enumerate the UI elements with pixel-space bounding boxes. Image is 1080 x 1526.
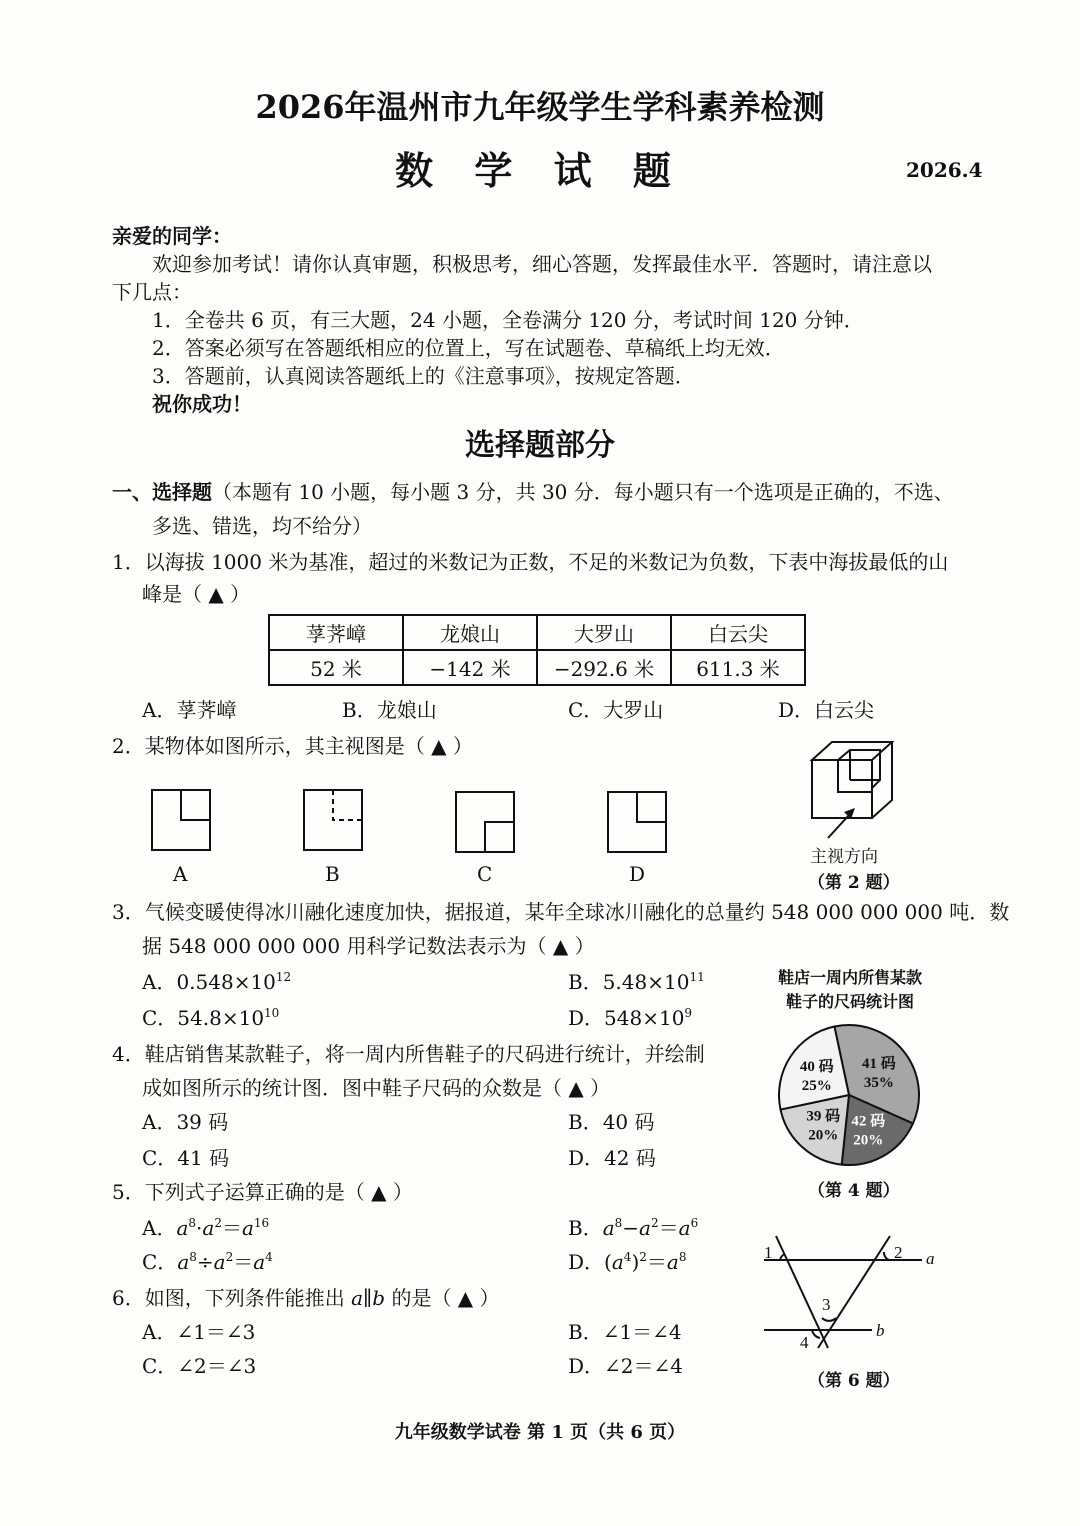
q2-solid-figure xyxy=(800,732,910,842)
pie-slice-percent-label: 35% xyxy=(863,1074,894,1091)
note-1: 1．全卷共 6 页，有三大题，24 小题，全卷满分 120 分，考试时间 120 分钟． xyxy=(152,308,864,332)
line-b-label: b xyxy=(876,1321,885,1340)
pie-slice-category-label: 42 码 xyxy=(851,1113,886,1130)
q5-c-prefix: C． xyxy=(142,1250,178,1274)
view-option-b[interactable] xyxy=(304,790,362,850)
part-desc-1: （本题有 10 小题，每小题 3 分，共 30 分．每小题只有一个选项是正确的，不选、 xyxy=(212,480,954,504)
q5-d-prefix: D． xyxy=(568,1250,605,1274)
q3-option-d[interactable] xyxy=(568,1004,692,1032)
q3-a-exp: 12 xyxy=(275,970,292,984)
pie-chart-title-line-2: 鞋子的尺码统计图 xyxy=(785,992,914,1011)
part-label: 一、选择题 xyxy=(112,480,212,504)
pie-chart-title-line-1: 鞋店一周内所售某款 xyxy=(777,968,922,987)
q1-option-d[interactable]: D．白云尖 xyxy=(778,698,875,722)
table-cell: −142 米 xyxy=(403,650,537,685)
subject-title: 数 学 试 题 xyxy=(395,148,685,193)
section-title: 选择题部分 xyxy=(465,428,615,463)
q6-option-b[interactable]: B．∠1＝∠4 xyxy=(568,1320,682,1344)
pie-slice-percent-label: 25% xyxy=(801,1078,832,1095)
greeting: 亲爱的同学： xyxy=(112,224,232,248)
q6-text-b: b xyxy=(372,1286,386,1310)
q4-option-c[interactable]: C．41 码 xyxy=(142,1146,230,1170)
q4-option-b[interactable]: B．40 码 xyxy=(568,1110,655,1134)
q2-options-figures xyxy=(140,780,680,860)
q6-text-pre: 6．如图，下列条件能推出 xyxy=(112,1286,352,1310)
view-direction-label: 主视方向 xyxy=(810,847,878,867)
q3-d-exp: 9 xyxy=(684,1006,693,1020)
view-option-c[interactable] xyxy=(456,792,514,852)
table-cell: −292.6 米 xyxy=(537,650,671,685)
q5-option-b[interactable]: B．$a^8-a^2=a^6$ xyxy=(568,1216,699,1240)
table-header-cell: 龙娘山 xyxy=(403,615,537,650)
view-option-a[interactable] xyxy=(152,790,210,850)
wish-text: 祝你成功！ xyxy=(152,392,252,416)
q4-text-2: 成如图所示的统计图．图中鞋子尺码的众数是（ ▲ ） xyxy=(142,1076,611,1100)
intro-line-1: 欢迎参加考试！请你认真审题，积极思考，细心答题，发挥最佳水平．答题时，请注意以 xyxy=(152,252,932,276)
q3-option-a[interactable] xyxy=(142,968,291,996)
note-2: 2．答案必须写在答题纸相应的位置上，写在试题卷、草稿纸上均无效． xyxy=(152,336,785,360)
angle-label-1: 1 xyxy=(764,1243,773,1262)
q3-option-b[interactable] xyxy=(568,968,705,996)
table-header-row xyxy=(269,615,805,650)
q1-option-a[interactable]: A．莩荠嶂 xyxy=(142,698,237,722)
pie-slice-category-label: 40 码 xyxy=(799,1059,834,1076)
q3-text-2: 据 548 000 000 000 用科学记数法表示为（ ▲ ） xyxy=(142,934,595,958)
angle-label-2: 2 xyxy=(894,1243,903,1262)
table-header-cell: 大罗山 xyxy=(537,615,671,650)
line-a-label: a xyxy=(926,1249,935,1268)
q6-parallel-lines-figure xyxy=(756,1224,946,1364)
q3-b-base: B．5.48×10 xyxy=(568,970,690,994)
q4-text-1: 4．鞋店销售某款鞋子，将一周内所售鞋子的尺码进行统计，并绘制 xyxy=(112,1042,705,1066)
q6-option-d[interactable]: D．∠2＝∠4 xyxy=(568,1354,683,1378)
q3-c-exp: 10 xyxy=(264,1006,280,1020)
q2-label-d: D xyxy=(629,862,646,886)
pie-slice-category-label: 41 码 xyxy=(862,1055,896,1072)
table-cell: 52 米 xyxy=(269,650,403,685)
q1-option-c[interactable]: C．大罗山 xyxy=(568,698,664,722)
q2-label-a: A xyxy=(173,862,188,886)
view-direction-arrow xyxy=(828,808,855,838)
table-row xyxy=(269,650,805,685)
pie-slice-percent-label: 20% xyxy=(853,1132,884,1149)
q5-a-prefix: A． xyxy=(142,1216,177,1240)
q3-text-1: 3．气候变暖使得冰川融化速度加快，据报道，某年全球冰川融化的总量约 548 000 000 000 吨．数 xyxy=(112,900,1010,924)
table-header-cell: 莩荠嶂 xyxy=(269,615,403,650)
note-3: 3．答题前，认真阅读答题纸上的《注意事项》，按规定答题． xyxy=(152,364,695,388)
altitude-table xyxy=(268,614,806,686)
q2-label-b: B xyxy=(325,862,340,886)
part-heading xyxy=(112,478,954,506)
q1-option-b[interactable]: B．龙娘山 xyxy=(342,698,437,722)
q3-option-c[interactable] xyxy=(142,1004,279,1032)
q3-c-base: C．54.8×10 xyxy=(142,1006,265,1030)
angle-label-4: 4 xyxy=(800,1333,809,1352)
q4-figure-caption: （第 4 题） xyxy=(808,1181,900,1201)
q4-option-d[interactable]: D．42 码 xyxy=(568,1146,656,1170)
q5-b-prefix: B． xyxy=(568,1216,603,1240)
q5-option-a[interactable]: A．$a^8\cdot a^2=a^{16}$ xyxy=(142,1216,270,1240)
pie-slice-category-label: 39 码 xyxy=(806,1108,841,1125)
angle-label-3: 3 xyxy=(822,1295,831,1314)
q3-a-base: A．0.548×10 xyxy=(142,970,276,994)
q1-text-2: 峰是（ ▲ ） xyxy=(142,582,251,606)
q6-option-a[interactable]: A．∠1＝∠3 xyxy=(142,1320,256,1344)
q3-b-exp: 11 xyxy=(689,970,705,984)
q6-text-post: 的是（ ▲ ） xyxy=(385,1286,500,1310)
q6-text-a: a xyxy=(351,1286,364,1310)
exam-title: 2026年温州市九年级学生学科素养检测 xyxy=(255,88,825,126)
view-option-d[interactable] xyxy=(608,792,666,852)
q2-text: 2．某物体如图所示，其主视图是（ ▲ ） xyxy=(112,734,473,758)
q2-figure-caption: （第 2 题） xyxy=(808,873,900,893)
q6-option-c[interactable]: C．∠2＝∠3 xyxy=(142,1354,257,1378)
pie-slice-percent-label: 20% xyxy=(808,1127,839,1144)
pie-chart xyxy=(772,1020,926,1170)
q5-option-c[interactable]: C．$a^8\div a^2=a^4$ xyxy=(142,1250,273,1274)
table-cell: 611.3 米 xyxy=(671,650,805,685)
q6-text xyxy=(112,1284,500,1312)
table-header-cell: 白云尖 xyxy=(671,615,805,650)
q5-option-d[interactable]: D．$(a^4)^2=a^8$ xyxy=(568,1250,687,1274)
q3-d-base: D．548×10 xyxy=(568,1006,685,1030)
q6-figure-caption: （第 6 题） xyxy=(808,1371,900,1391)
page-footer: 九年级数学试卷 第 1 页（共 6 页） xyxy=(394,1422,686,1443)
q1-text-1: 1．以海拔 1000 米为基准，超过的米数记为正数，不足的米数记为负数，下表中海拔最低的山 xyxy=(112,550,949,574)
intro-line-2: 下几点： xyxy=(112,280,192,304)
q2-label-c: C xyxy=(477,862,493,886)
exam-date: 2026.4 xyxy=(906,158,983,182)
part-desc-2: 多选、错选，均不给分） xyxy=(152,514,372,538)
pie-chart-title xyxy=(760,966,940,1014)
transversal-left xyxy=(776,1236,828,1348)
q5-text: 5．下列式子运算正确的是（ ▲ ） xyxy=(112,1180,413,1204)
q4-option-a[interactable]: A．39 码 xyxy=(142,1110,229,1134)
q6-text-mid: ∥ xyxy=(363,1286,373,1310)
